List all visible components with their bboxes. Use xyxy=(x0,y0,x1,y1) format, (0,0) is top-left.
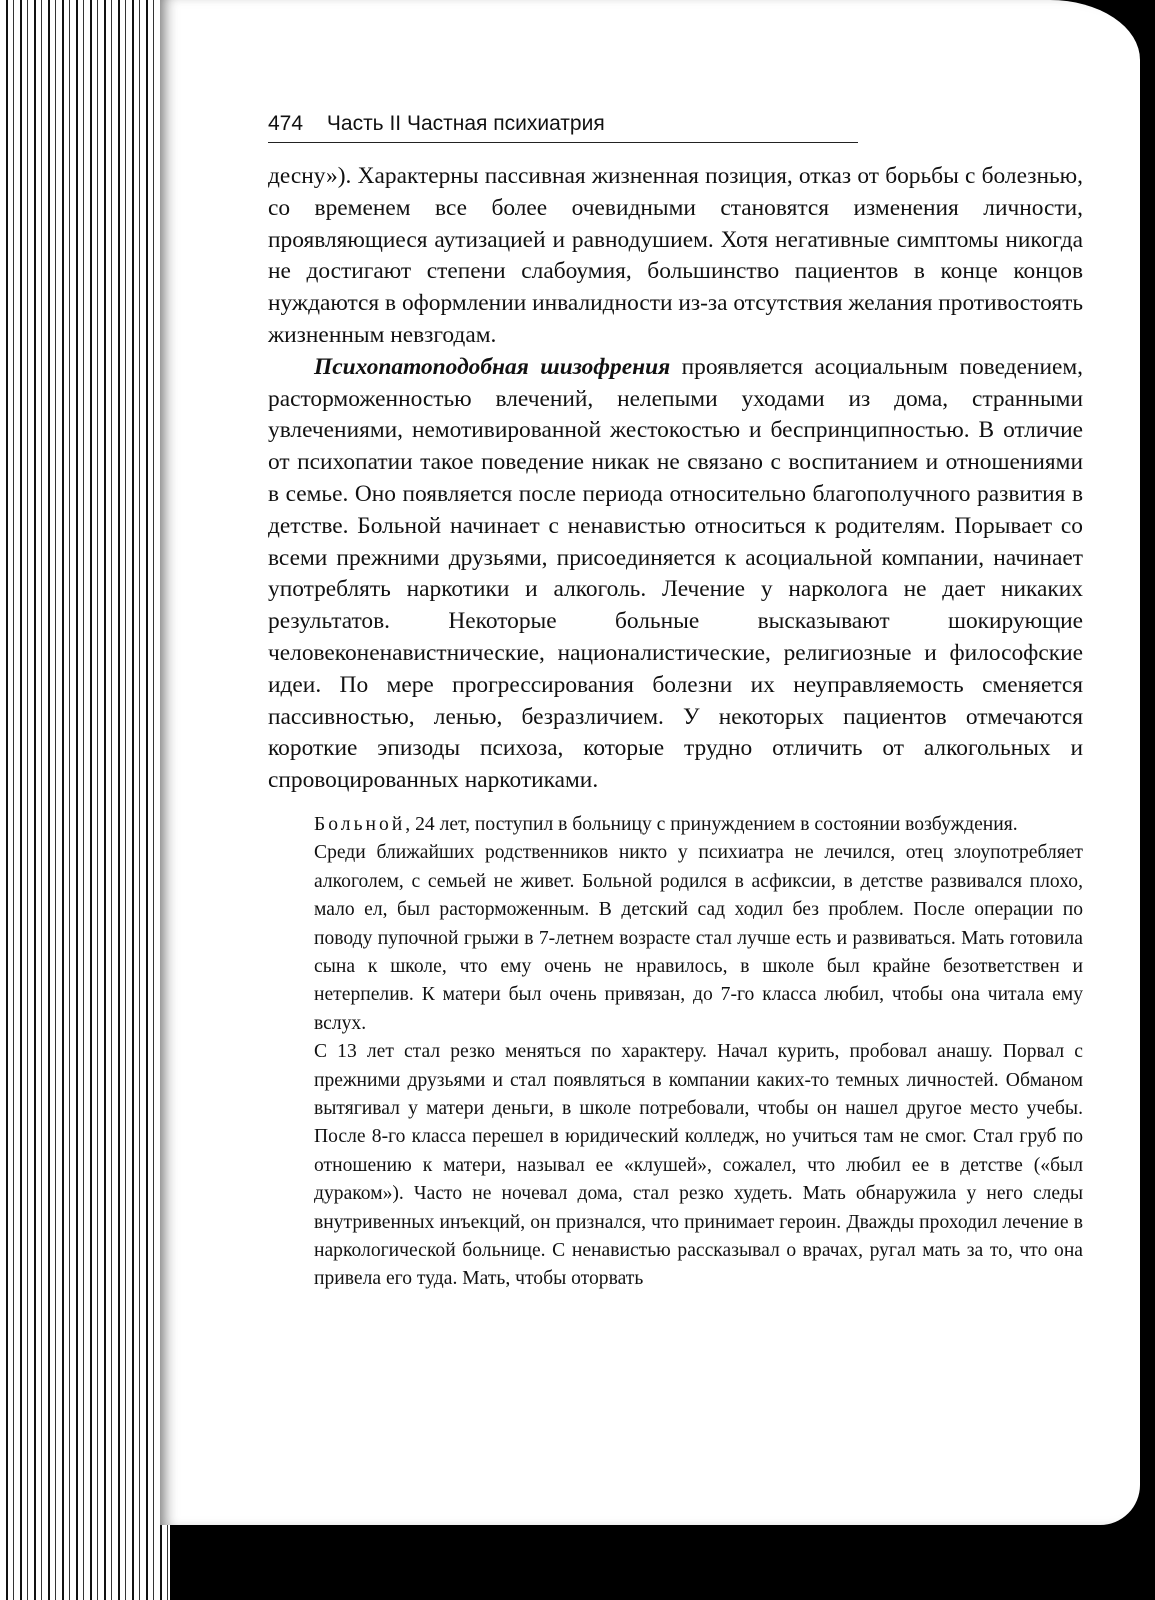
case-report xyxy=(314,811,1083,1294)
paragraph-text: проявляется асоциальным поведением, расторможенностью влечений, нелепыми уходами из дома, странными увлечениями, немотивированной жестокостью и беспринципностью. В отличие от психопатии такое поведение никак не связано с воспитанием и отношениями в семье. Оно появляется после периода относительно благополучного развития в детстве. Больной начинает с ненавистью относиться к родителям. Порывает со всеми прежними друзьями, присоединяется к асоциальной компании, начинает употреблять наркотики и алкоголь. Лечение у нарколога не дает никаких результатов. Некоторые больные высказывают шокирующие человеконенавистнические, националистические, религиозные и философские идеи. По мере прогрессирования болезни их неуправляемость сменяется пассивностью, ленью, безразличием. У некоторых пациентов отмечаются короткие эпизоды психоза, которые трудно отличить от алкогольных и спровоцированных наркотиками. xyxy=(268,353,1084,794)
running-title: Часть II Частная психиатрия xyxy=(326,112,605,135)
book-page-edges xyxy=(0,0,170,1600)
case-lead-rest: , 24 лет, поступил в больницу с принуждением в состоянии возбуждения. xyxy=(405,813,1018,835)
page-content xyxy=(268,112,1083,1294)
term-heading: Психопатоподобная шизофрения xyxy=(314,353,671,380)
paragraph: десну»). Характерны пассивная жизненная позиция, отказ от борьбы с болезнью, со временем все более очевидными становятся изменения личности, проявляющиеся аутизацией и равнодушием. Хотя негативные симптомы никогда не достигают степени слабоумия, большинство пациентов в конце концов нуждаются в оформлении инвалидности из-за отсутствия желания противостоять жизненным невзгодам. xyxy=(268,163,1083,348)
case-paragraph xyxy=(314,811,1083,839)
case-lead: Больной xyxy=(314,813,406,835)
running-header xyxy=(268,112,858,143)
case-paragraph: С 13 лет стал резко меняться по характеру. Начал курить, пробовал анашу. Порвал с прежними друзьями и стал появляться в компании каких-то темных личностей. Обманом вытягивал у матери деньги, в школе потребовали, чтобы он нашел другое место учебы. После 8-го класса перешел в юридический колледж, но учиться там не смог. Стал груб по отношению к матери, называл ее «клушей», сожалел, что любил ее в детстве («был дураком»). Часто не ночевал дома, стал резко худеть. Мать обнаружила у него следы внутривенных инъекций, он признался, что принимает героин. Дважды проходил лечение в наркологической больнице. С ненавистью рассказывал о врачах, ругал мать за то, что она привела его туда. Мать, чтобы оторвать xyxy=(314,1041,1083,1290)
paragraph xyxy=(268,352,1083,797)
case-paragraph: Среди ближайших родственников никто у психиатра не лечился, отец злоупотребляет алкоголем, с семьей не живет. Больной родился в асфиксии, в детстве развивался плохо, мало ел, был расторможенным. В детский сад ходил без проблем. После операции по поводу пупочной грыжи в 7-летнем возрасте стал лучше есть и развиваться. Мать готовила сына к школе, что ему очень не нравилось, в школе был крайне безответствен и нетерпелив. К матери был очень привязан, до 7-го класса любил, чтобы она читала ему вслух. xyxy=(314,842,1083,1034)
main-text xyxy=(268,161,1083,797)
page-number: 474 xyxy=(268,112,304,135)
